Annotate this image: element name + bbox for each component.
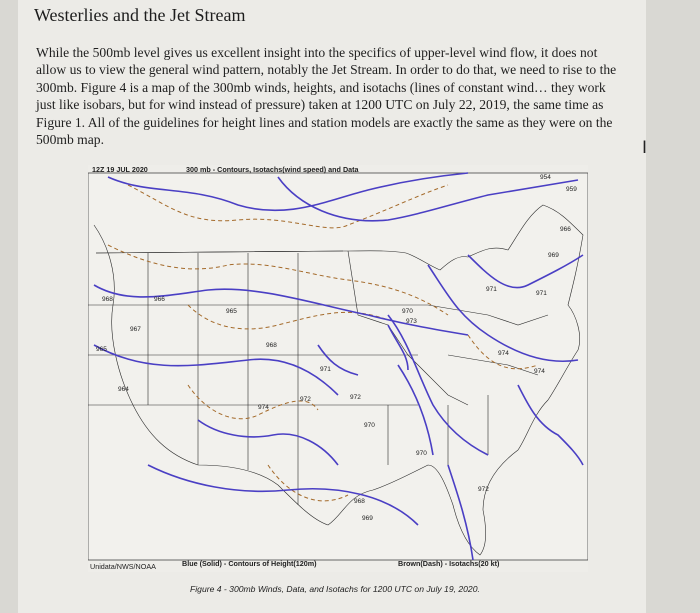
- text-cursor-icon: I: [642, 138, 648, 158]
- station-value: 970: [402, 308, 413, 315]
- station-value: 968: [354, 498, 365, 505]
- map-header-right: 300 mb - Contours, Isotachs(wind speed) and Data: [186, 165, 359, 174]
- station-value: 967: [130, 326, 141, 333]
- legend-isotachs: Brown(Dash) - Isotachs(20 kt): [398, 559, 500, 568]
- station-value: 968: [102, 296, 113, 303]
- station-value: 970: [364, 422, 375, 429]
- station-value: 972: [350, 394, 361, 401]
- station-value: 969: [548, 252, 559, 259]
- station-value: 970: [416, 450, 427, 457]
- station-value: 974: [498, 350, 509, 357]
- station-value: 954: [540, 174, 551, 181]
- station-value: 972: [300, 396, 311, 403]
- figure-caption: Figure 4 - 300mb Winds, Data, and Isotachs for 1200 UTC on July 19, 2020.: [190, 584, 480, 594]
- station-value: 974: [258, 404, 269, 411]
- station-value: 959: [566, 186, 577, 193]
- station-value: 965: [96, 346, 107, 353]
- station-value: 971: [536, 290, 547, 297]
- station-value: 964: [118, 386, 129, 393]
- map-header-left: 12Z 19 JUL 2020: [92, 165, 148, 174]
- page-heading: Westerlies and the Jet Stream: [34, 5, 246, 25]
- station-value: 965: [226, 308, 237, 315]
- body-paragraph: While the 500mb level gives us excellent insight into the specifics of upper-level wind flow, it does not allow us to view the general wind pattern, notably the Jet Stream. In order to do that, we need to rise to the 300mb. Figure 4 is a map of the 300mb winds, heights, and isotachs (lines of constant wind… they work just like isobars, but for wind instead of pressure) taken at 1200 UTC on July 22, 2019, the same time as Figure 1. All of the guidelines for height lines and station models are exactly the same as they were on the 500mb map.: [36, 45, 617, 148]
- station-value: 966: [560, 226, 571, 233]
- legend-contours: Blue (Solid) - Contours of Height(120m): [182, 559, 317, 568]
- station-value: 973: [406, 318, 417, 325]
- station-value: 972: [478, 486, 489, 493]
- station-value: 971: [320, 366, 331, 373]
- station-value: 968: [266, 342, 277, 349]
- map-svg: [88, 165, 588, 572]
- station-value: 971: [486, 286, 497, 293]
- station-value: 974: [534, 368, 545, 375]
- weather-map: [88, 165, 588, 572]
- station-value: 966: [154, 296, 165, 303]
- station-value: 969: [362, 515, 373, 522]
- map-source: Unidata/NWS/NOAA: [90, 562, 156, 571]
